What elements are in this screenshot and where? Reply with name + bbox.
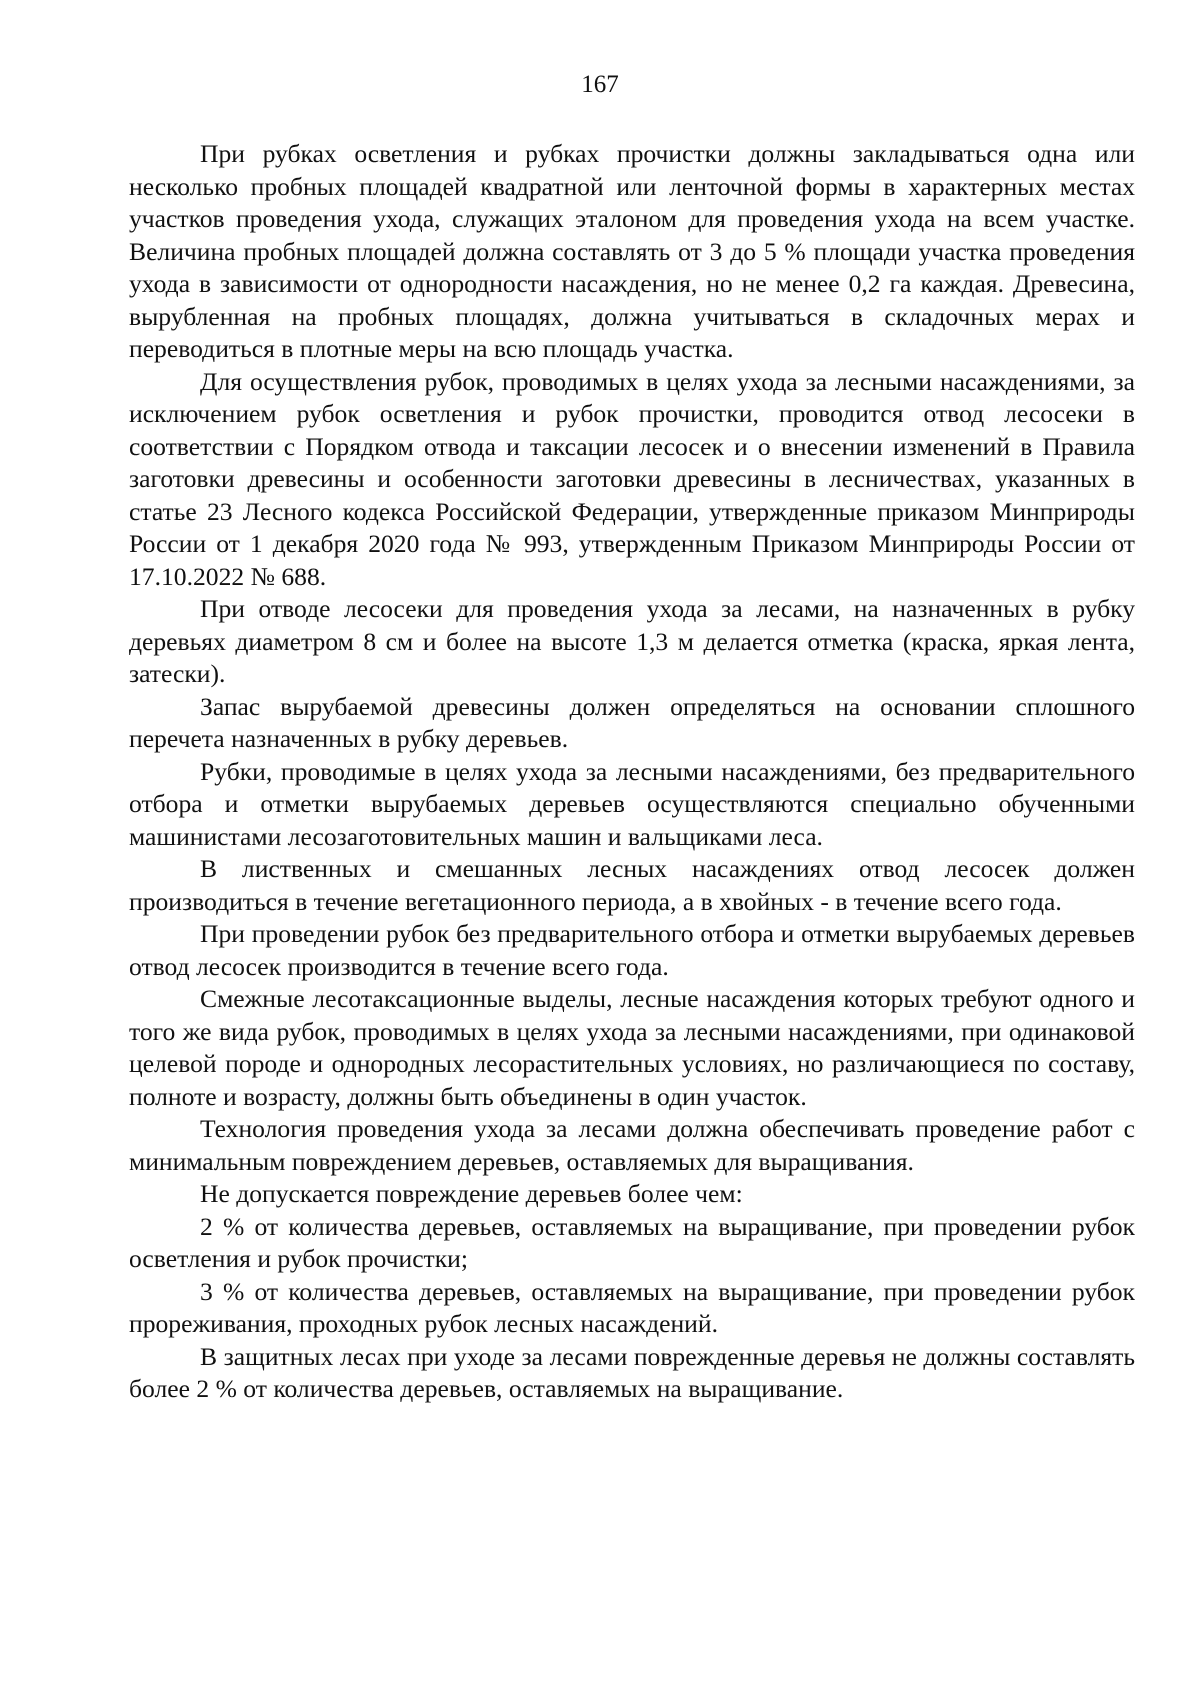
paragraph: Для осуществления рубок, проводимых в целях ухода за лесными насаждениями, за исключением рубок осветления и рубок прочистки, проводится отвод лесосеки в соответствии с Порядком отвода и таксации лесосек и о внесении изменений в Правила заготовки древесины и особенности заготовки древесины в лесничествах, указанных в статье 23 Лесного кодекса Российской Федерации, утвержденные приказом Минприроды России от 1 декабря 2020 года № 993, утвержденным Приказом Минприроды России от 17.10.2022 № 688. <box>129 366 1135 591</box>
paragraph: При проведении рубок без предварительного отбора и отметки вырубаемых деревьев отвод лесосек производится в течение всего года. <box>129 919 1135 981</box>
paragraph: Смежные лесотаксационные выделы, лесные насаждения которых требуют одного и того же вида рубок, проводимых в целях ухода за лесными насаждениями, при одинаковой целевой породе и однородных лесорастительных условиях, но различающиеся по составу, полноте и возрасту, должны быть объединены в один участок. <box>129 984 1135 1111</box>
page-number: 167 <box>581 71 619 98</box>
paragraph: В защитных лесах при уходе за лесами поврежденные деревья не должны составлять более 2 % от количества деревьев, оставляемых на выращивание. <box>129 1341 1135 1403</box>
paragraph: 2 % от количества деревьев, оставляемых на выращивание, при проведении рубок осветления и рубок прочистки; <box>129 1211 1135 1273</box>
paragraph: Запас вырубаемой древесины должен определяться на основании сплошного перечета назначенных в рубку деревьев. <box>129 691 1135 753</box>
paragraph: 3 % от количества деревьев, оставляемых на выращивание, при проведении рубок прореживания, проходных рубок лесных насаждений. <box>129 1276 1135 1338</box>
paragraph: Технология проведения ухода за лесами должна обеспечивать проведение работ с минимальным повреждением деревьев, оставляемых для выращивания. <box>129 1114 1135 1176</box>
paragraph: Не допускается повреждение деревьев более чем: <box>200 1179 743 1208</box>
paragraph: При рубках осветления и рубках прочистки должны закладываться одна или несколько пробных площадей квадратной или ленточной формы в характерных местах участков проведения ухода, служащих эталоном для проведения ухода на всем участке. Величина пробных площадей должна составлять от 3 до 5 % площади участка проведения ухода в зависимости от однородности насаждения, но не менее 0,2 га каждая. Древесина, вырубленная на пробных площадях, должна учитываться в складочных мерах и переводиться в плотные меры на всю площадь участка. <box>129 139 1135 363</box>
paragraph: В лиственных и смешанных лесных насаждениях отвод лесосек должен производиться в течение вегетационного периода, а в хвойных - в течение всего года. <box>129 854 1135 916</box>
paragraph: При отводе лесосеки для проведения ухода за лесами, на назначенных в рубку деревьях диаметром 8 см и более на высоте 1,3 м делается отметка (краска, яркая лента, затески). <box>129 594 1135 688</box>
body-text <box>129 138 1135 1406</box>
paragraph: Рубки, проводимые в целях ухода за лесными насаждениями, без предварительного отбора и отметки вырубаемых деревьев осуществляются специально обученными машинистами лесозаготовительных машин и вальщиками леса. <box>129 756 1135 851</box>
